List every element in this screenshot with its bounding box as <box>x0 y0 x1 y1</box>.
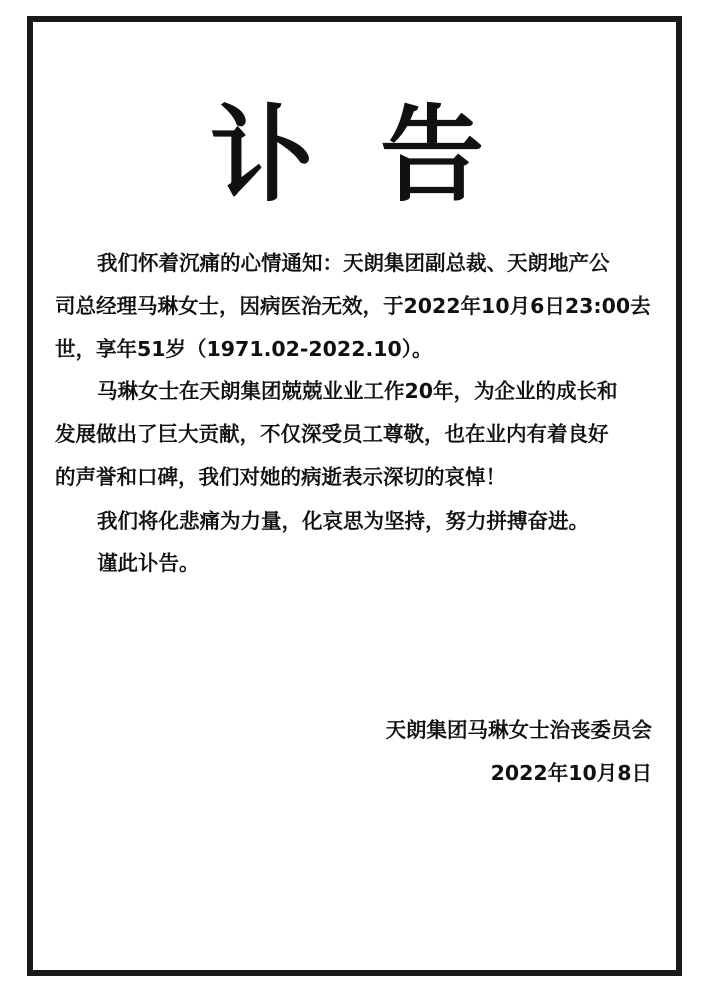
paragraph-1-line-2: 司总经理马琳女士，因病医治无效，于2022年10月6日23:00去 <box>55 294 651 318</box>
paragraph-1-line-1: 我们怀着沉痛的心情通知：天朗集团副总裁、天朗地产公 <box>97 251 610 275</box>
document-border <box>27 16 682 976</box>
title-char-1: 讣 <box>210 94 315 216</box>
paragraph-3: 我们将化悲痛为力量，化哀思为坚持，努力拼搏奋进。 <box>97 509 589 533</box>
signature-organization: 天朗集团马琳女士治丧委员会 <box>385 718 652 742</box>
paragraph-2-line-1: 马琳女士在天朗集团兢兢业业工作20年，为企业的成长和 <box>97 379 618 403</box>
paragraph-2-line-2: 发展做出了巨大贡献，不仅深受员工尊敬，也在业内有着良好 <box>55 422 609 446</box>
signature-date: 2022年10月8日 <box>490 761 652 785</box>
paragraph-4: 谨此讣告。 <box>97 551 200 575</box>
paragraph-1-line-3: 世，享年51岁（1971.02-2022.10）。 <box>55 337 433 361</box>
title-char-2: 告 <box>380 94 485 216</box>
paragraph-2-line-3: 的声誉和口碑，我们对她的病逝表示深切的哀悼！ <box>55 465 506 489</box>
